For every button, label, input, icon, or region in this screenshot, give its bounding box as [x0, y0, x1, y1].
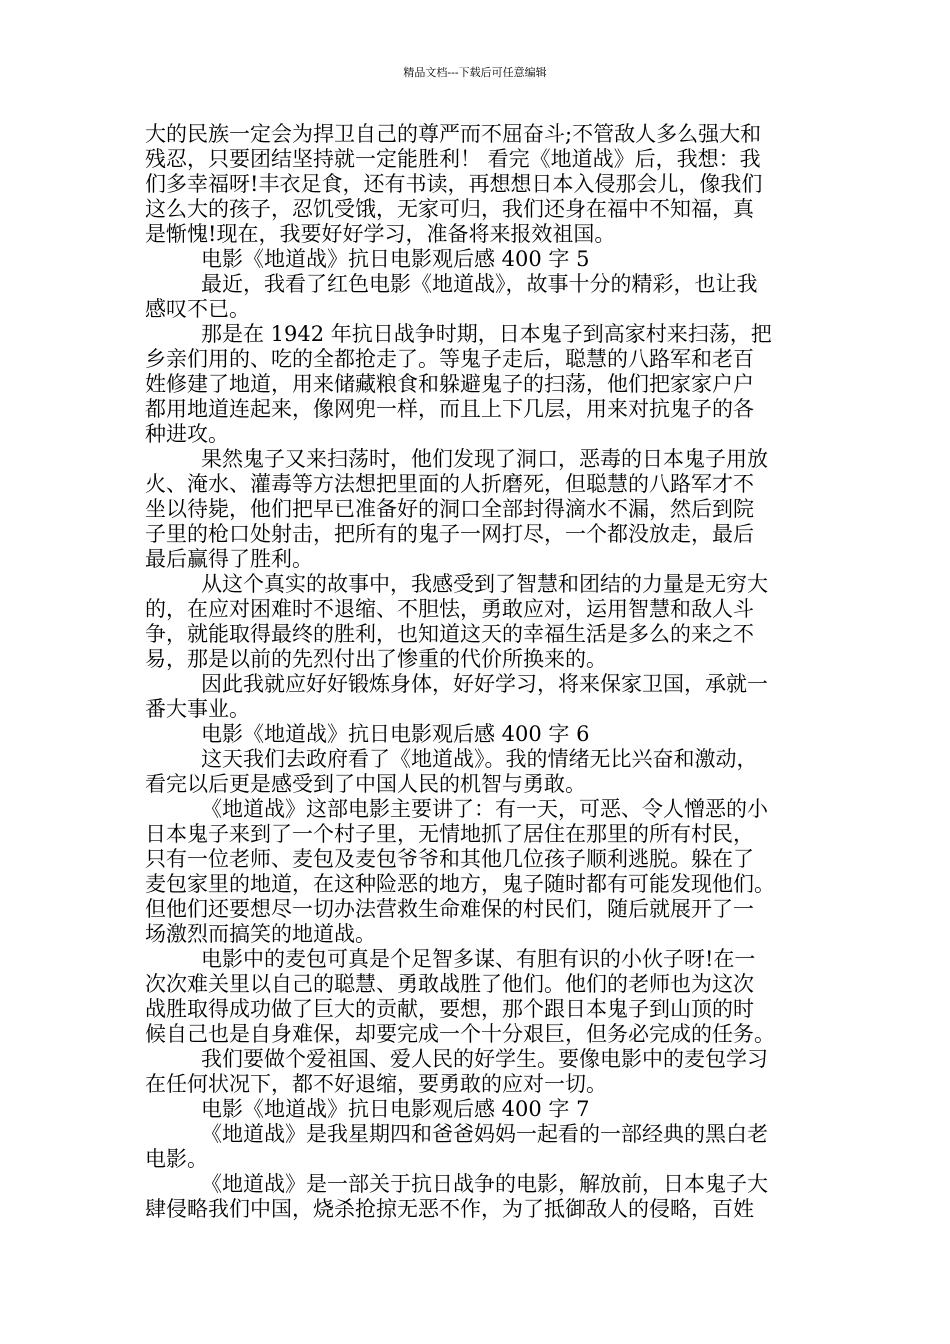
text-line: 易，那是以前的先烈付出了惨重的代价所换来的。: [145, 647, 607, 671]
text-line: 那是在 1942 年抗日战争时期，日本鬼子到高家村来扫荡，把: [201, 322, 772, 346]
text-line: 最近，我看了红色电影《地道战》，故事十分的精彩，也让我: [201, 272, 758, 296]
text-line: 场激烈而搞笑的地道战。: [145, 922, 376, 946]
document-body: [145, 122, 807, 1222]
text-line: 番大事业。: [145, 697, 250, 721]
text-line: 从这个真实的故事中，我感受到了智慧和团结的力量是无穷大: [201, 572, 768, 596]
text-line: 次次难关里以自己的聪慧、勇敢战胜了他们。他们的老师也为这次: [145, 972, 754, 996]
text-line: 肆侵略我们中国，烧杀抢掠无恶不作，为了抵御敌人的侵略，百姓: [145, 1197, 754, 1221]
page-header: 精品文档---下载后可任意编辑: [403, 66, 547, 79]
text-line: 都用地道连起来，像网兜一样，而且上下几层，用来对抗鬼子的各: [145, 397, 754, 421]
text-line: 电影《地道战》抗日电影观后感 400 字 7: [201, 1097, 590, 1121]
text-line: 因此我就应好好锻炼身体，好好学习，将来保家卫国，承就一: [201, 672, 768, 696]
text-line: 火、淹水、灌毒等方法想把里面的人折磨死，但聪慧的八路军才不: [145, 472, 754, 496]
text-line: 是惭愧!现在，我要好好学习，准备将来报效祖国。: [145, 222, 616, 246]
text-line: 们多幸福呀!丰衣足食，还有书读，再想想日本入侵那会儿，像我们: [145, 172, 763, 196]
text-line: 《地道战》这部电影主要讲了：有一天，可恶、令人憎恶的小: [201, 797, 768, 821]
text-line: 看完以后更是感受到了中国人民的机智与勇敢。: [145, 772, 586, 796]
text-line: 乡亲们用的、吃的全都抢走了。等鬼子走后，聪慧的八路军和老百: [145, 347, 754, 371]
text-line: 电影《地道战》抗日电影观后感 400 字 6: [201, 722, 590, 746]
text-line: 的，在应对困难时不退缩、不胆怯，勇敢应对，运用智慧和敌人斗: [145, 597, 754, 621]
text-line: 麦包家里的地道，在这种险恶的地方，鬼子随时都有可能发现他们。: [145, 872, 775, 896]
text-line: 我们要做个爱祖国、爱人民的好学生。要像电影中的麦包学习: [201, 1047, 768, 1071]
text-line: 但他们还要想尽一切办法营救生命难保的村民们，随后就展开了一: [145, 897, 754, 921]
text-line: 这么大的孩子，忍饥受饿，无家可归，我们还身在福中不知福，真: [145, 197, 754, 221]
text-line: 坐以待毙，他们把早已准备好的洞口全部封得滴水不漏，然后到院: [145, 497, 754, 521]
text-line: 只有一位老师、麦包及麦包爷爷和其他几位孩子顺利逃脱。躲在了: [145, 847, 754, 871]
text-line: 残忍，只要团结坚持就一定能胜利！ 看完《地道战》后，我想：我: [145, 147, 761, 171]
text-line: 《地道战》是我星期四和爸爸妈妈一起看的一部经典的黑白老: [201, 1122, 768, 1146]
text-line: 果然鬼子又来扫荡时，他们发现了洞口，恶毒的日本鬼子用放: [201, 447, 768, 471]
text-line: 争，就能取得最终的胜利，也知道这天的幸福生活是多么的来之不: [145, 622, 754, 646]
text-line: 《地道战》是一部关于抗日战争的电影，解放前，日本鬼子大: [201, 1172, 768, 1196]
text-line: 子里的枪口处射击，把所有的鬼子一网打尽，一个都没放走，最后: [145, 522, 754, 546]
text-line: 战胜取得成功做了巨大的贡献，要想，那个跟日本鬼子到山顶的时: [145, 997, 754, 1021]
text-line: 这天我们去政府看了《地道战》。我的情绪无比兴奋和激动，: [201, 747, 758, 771]
text-line: 感叹不已。: [145, 297, 250, 321]
text-line: 在任何状况下，都不好退缩，要勇敢的应对一切。: [145, 1072, 607, 1096]
text-line: 电影中的麦包可真是个足智多谋、有胆有识的小伙子呀!在一: [201, 947, 756, 971]
text-line: 候自己也是自身难保，却要完成一个十分艰巨，但务必完成的任务。: [145, 1022, 775, 1046]
text-line: 日本鬼子来到了一个村子里，无情地抓了居住在那里的所有村民，: [145, 822, 754, 846]
text-line: 电影。: [145, 1147, 208, 1171]
text-line: 电影《地道战》抗日电影观后感 400 字 5: [201, 247, 590, 271]
text-line: 最后赢得了胜利。: [145, 547, 313, 571]
text-line: 种进攻。: [145, 422, 229, 446]
text-line: 大的民族一定会为捍卫自己的尊严而不屈奋斗;不管敌人多么强大和: [145, 122, 762, 146]
text-line: 姓修建了地道，用来储藏粮食和躲避鬼子的扫荡，他们把家家户户: [145, 372, 754, 396]
